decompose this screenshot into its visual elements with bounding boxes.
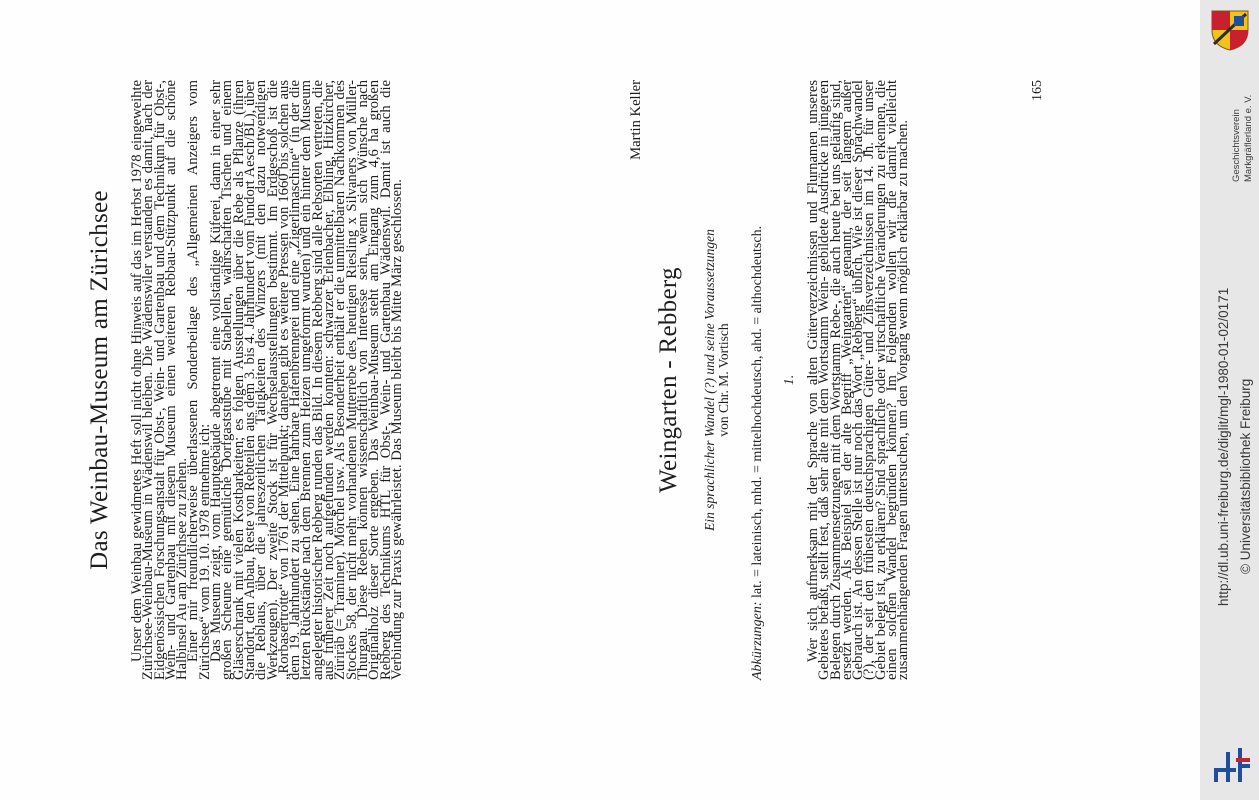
coat-of-arms-icon <box>1208 8 1252 52</box>
association-name-line2: Markgräflerland e. V. <box>1243 94 1254 182</box>
article-title: Das Weinbau-Museum am Zürichsee <box>86 190 113 570</box>
page-number: 165 <box>1030 80 1045 101</box>
section-number: 1. <box>782 374 797 386</box>
paragraph-intro: Unser dem Weinbau gewidmetes Heft soll nicht ohne Hinweis auf das im Herbst 1978 eingeweihte Zürichsee-Weinbau-Museum in Wädenswil bleiben. Die Wädenswiler verstanden es damit, nach der Eidgenössischen Forschungsanstalt für Obst-, Wein- und Gartenbau und dem Technikum für Obst-, Wein- und Gartenbau mit diesem Museum einen weiteren Rebbau-Stützpunkt auf die schöne Halbinsel Au am Zürichsee zu ziehen. <box>129 80 191 680</box>
article-2-body <box>805 80 912 680</box>
abbreviations <box>750 80 766 680</box>
paragraph-museum: Das Museum zeigt, vom Hauptgebäude abgetrennt eine vollständige Küferei, dann in einer sehr großen Scheune eine gemütliche Dorfgaststube mit Stabellen, währschaften Tischen und einem Gläserschrank mit vielen Kostbarkeiten; es folgen Ausstellungen über die Rebe als Pflanze (ihren Standort, den Anbau, Reste von Rebteilen aus dem 3. bis 4. Jahrhundert vom Fundort Aesch/BL), über die Reblaus, über die jahreszeitlichen Tätigkeiten des Winzers (mit den dazu notwendigen Werkzeugen). Der zweite Stock ist für Wechselausstellungen bestimmt. Im Erdgeschoß ist die „Rorbasertrotte“ von 1761 der Mittelpunkt; daneben gibt es weitere Pressen von 1660 bis solchen aus dem 19. Jahrhundert zu sehen. Eine fahrbare Hafenbrennerei und eine „Zigerlimaschine“ (in der die letzten Rückstände nach dem Brennen zum Heizen umgeformt wurden) und ein hinter dem Museum angelegter historischer Rebberg runden das Bild. In diesem Rebberg sind alle Rebsorten vertreten, die aus früherer Zeit noch aufgefunden werden konnten: schwarzer Erlenbacher, Elbling, Hitzkircher, Züriräb (= Traminer), Mörchel usw. Als Besonderheit enthält er die unmittelbaren Nachkommen des Stockes 58, der nicht mehr vorhandenen Mutterrebe des heutigen Riesling x Silvaners von Müller-Thurgau. Diese Reben können wissenschaftlich von Interesse sein, wenn sich Wünsche nach Originalholz dieser Sorte ergeben. Das Weinbau-Museum steht am Eingang zum 4,6 ha großen Rebberg des Technikums HTL für Obst-, Wein- und Gartenbau Wädenswil. Damit ist auch die Verbindung zur Praxis gewährleistet. Das Museum bleibt bis Mitte März geschlossen. <box>208 80 405 680</box>
article-title-2: Weingarten - Rebberg <box>655 267 682 493</box>
library-logo-icon <box>1212 744 1252 784</box>
paragraph-source: Einer mir freundlicherweise überlassenen Sonderbeilage des „Allgemeinen Anzeigers vom Zürichsee“ vom 19. 10. 1978 entnehme ich: <box>185 80 213 680</box>
abbreviations-label: Abkürzungen: <box>750 601 765 680</box>
copyright-notice: © Universitätsbibliothek Freiburg <box>1238 378 1253 574</box>
paragraph-intro-2: Wer sich aufmerksam mit der Sprache von alten Güterverzeichnissen und Flurnamen unseres Gebietes befaßt, stellt fest, daß sehr alte mit dem Wortstamm Wein- gebildete Ausdrücke in jüngeren Belegen durch Zusammensetzungen mit dem Wortstamm Rebe-, die auch heute bei uns geläufig sind, ersetzt werden. Als Beispiel sei der alte Begriff „Weingarten“ genannt, der seit langem außer Gebrauch ist. An dessen Stelle ist nur noch das Wort „Rebberg“ üblich. Wie ist dieser Sprachwandel (?), der seit den frühesten deutschsprachigen Güter- und Zinsverzeichnissen im 14. Jh. für unser Gebiet belegt ist, zu erklären? Sind sprachliche oder wirtschaftliche Veränderungen zu erkennen, die einen solchen Wandel begründen können? Im Folgenden wollen wir die damit vielleicht zusammenhängenden Fragen untersuchen, um den Vorgang wenn möglich erklärbar zu machen. <box>805 80 912 680</box>
article-body <box>129 80 405 680</box>
association-name-line1: Geschichtsverein <box>1231 109 1242 182</box>
article-author: von Chr. M. Vortisch <box>716 323 731 437</box>
abbreviations-text: lat. = lateinisch, mhd. = mittelhochdeutsch, ahd. = althochdeutsch. <box>750 225 765 602</box>
author-signature: Martin Keller <box>628 80 644 160</box>
permalink-url[interactable]: http://dl.ub.uni-freiburg.de/diglit/mgl-1980-01-02/0171 <box>1216 287 1231 606</box>
article-subtitle: Ein sprachlicher Wandel (?) und seine Voraussetzungen <box>702 229 717 531</box>
